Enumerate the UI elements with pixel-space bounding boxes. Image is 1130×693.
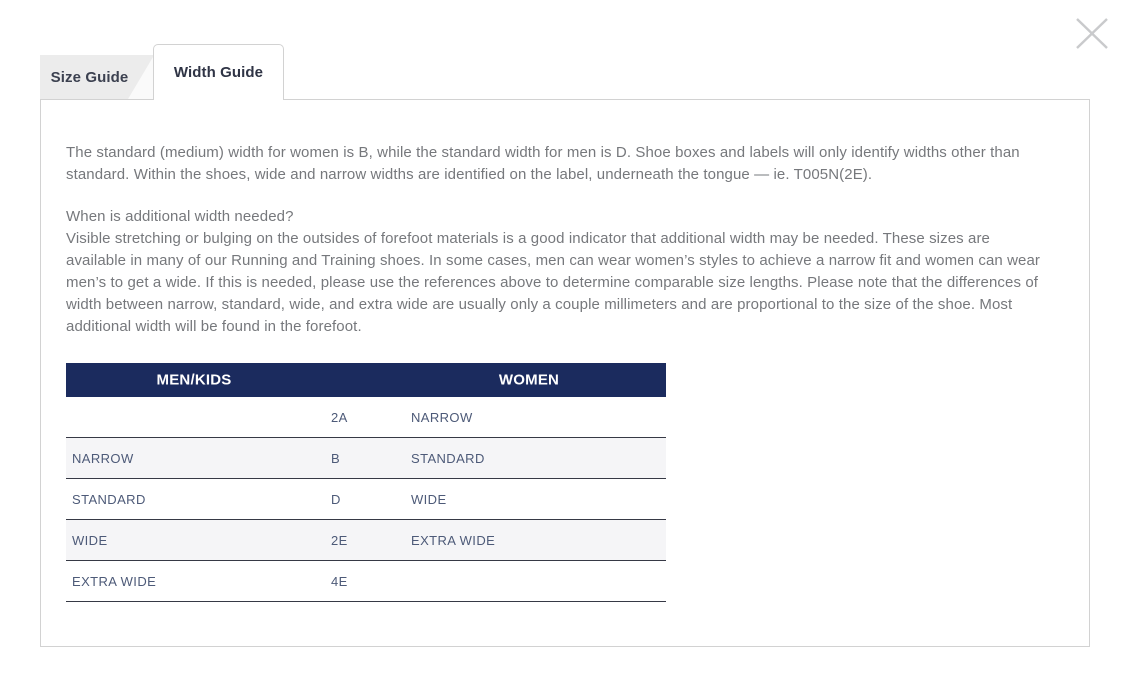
table-header-row [66, 363, 666, 397]
cell-width-code: 2E [331, 532, 348, 548]
cell-women-width: WIDE [411, 491, 447, 507]
table-row [66, 561, 666, 602]
tab-width-guide-label: Width Guide [173, 64, 264, 81]
intro-paragraph: The standard (medium) width for women is B, while the standard width for men is D. Shoe boxes and labels will only identify widths other than standard. Within the shoes, wide and narrow widths are identified on the label, underneath the tongue — ie. T005N(2E). [66, 144, 1020, 183]
guide-tabs [40, 44, 284, 100]
cell-width-code: D [331, 491, 341, 507]
table-row [66, 397, 666, 438]
tab-size-guide[interactable] [40, 55, 153, 99]
width-guide-text [66, 142, 1051, 338]
cell-width-code: 4E [331, 573, 348, 589]
cell-men-kids-width: WIDE [72, 532, 108, 548]
cell-width-code: B [331, 450, 341, 466]
table-row [66, 520, 666, 561]
tab-size-guide-label: Size Guide [50, 68, 129, 86]
table-row [66, 479, 666, 520]
table-row [66, 438, 666, 479]
question-heading: When is additional width needed? [66, 208, 294, 225]
explanation-paragraph: Visible stretching or bulging on the outsides of forefoot materials is a good indicator that additional width may be needed. These sizes are available in many of our Running and Training shoes. In some cases, men can wear women’s styles to achieve a narrow fit and women can wear men’s to get a wide. If this is needed, please use the references above to determine comparable size lengths. Please note that the differences of width between narrow, standard, wide, and extra wide are usually only a couple millimeters and are proportional to the size of the shoe. Most additional width will be found in the forefoot. [66, 230, 1041, 335]
tab-corner-fold [128, 57, 153, 99]
tab-width-guide[interactable] [153, 44, 284, 100]
cell-women-width: NARROW [411, 409, 473, 425]
width-guide-panel [40, 99, 1090, 647]
close-button[interactable] [1070, 12, 1114, 56]
cell-width-code: 2A [331, 409, 348, 425]
cell-women-width: EXTRA WIDE [411, 532, 496, 548]
cell-men-kids-width: NARROW [72, 450, 134, 466]
column-header-men-kids: MEN/KIDS [156, 371, 232, 389]
close-icon [1074, 17, 1110, 51]
cell-men-kids-width: EXTRA WIDE [72, 573, 157, 589]
width-comparison-table [66, 363, 666, 602]
cell-women-width: STANDARD [411, 450, 485, 466]
column-header-women: WOMEN [498, 371, 560, 389]
cell-men-kids-width: STANDARD [72, 491, 146, 507]
